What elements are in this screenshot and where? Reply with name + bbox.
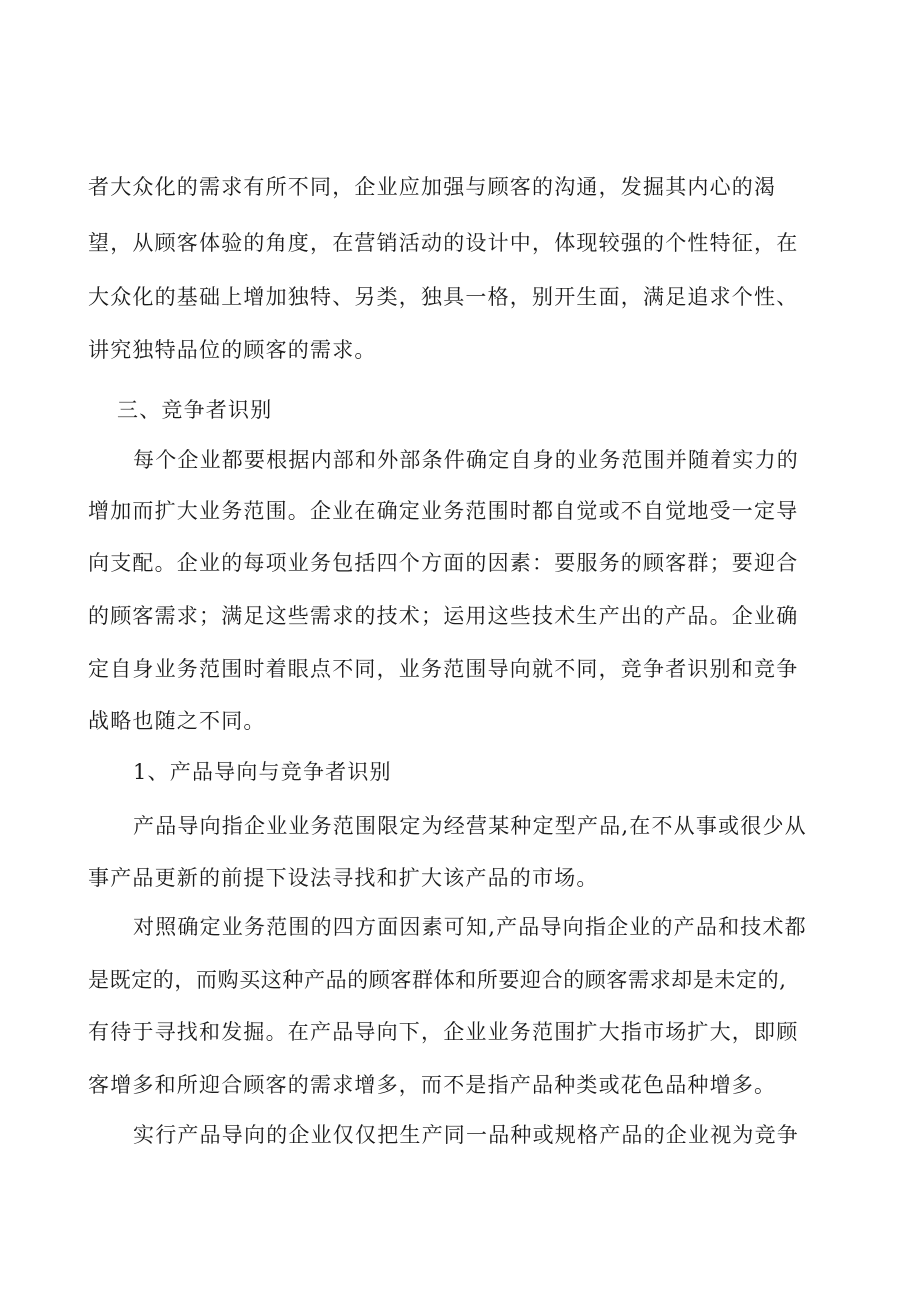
text-line: 每个企业都要根据内部和外部条件确定自身的业务范围并随着实力的 (133, 448, 799, 472)
text-line: 定自身业务范围时着眼点不同，业务范围导向就不同，竞争者识别和竞争 (88, 657, 799, 681)
text-line: 的顾客需求；满足这些需求的技术；运用这些技术生产出的产品。企业确 (88, 604, 799, 628)
text-line: 讲究独特品位的顾客的需求。 (88, 338, 377, 362)
text-line: 向支配。企业的每项业务包括四个方面的因素：要服务的顾客群；要迎合 (88, 551, 799, 575)
section-heading: 三、竞争者识别 (117, 398, 273, 422)
text-line: 战略也随之不同。 (88, 709, 266, 733)
text-line: 对照确定业务范围的四方面因素可知,产品导向指企业的产品和技术都 (133, 915, 807, 939)
text-line: 事产品更新的前提下设法寻找和扩大该产品的市场。 (88, 866, 599, 890)
text-line: 望，从顾客体验的角度，在营销活动的设计中，体现较强的个性特征，在 (88, 231, 799, 255)
text-line: 客增多和所迎合顾客的需求增多，而不是指产品种类或花色品种增多。 (88, 1073, 777, 1097)
text-line: 是既定的，而购买这种产品的顾客群体和所要迎合的顾客需求却是未定的, (88, 968, 787, 992)
text-line: 增加而扩大业务范围。企业在确定业务范围时都自觉或不自觉地受一定导 (88, 499, 799, 523)
text-line: 大众化的基础上增加独特、另类，独具一格，别开生面，满足追求个性、 (88, 285, 799, 309)
text-line: 有待于寻找和发掘。在产品导向下，企业业务范围扩大指市场扩大，即顾 (88, 1020, 799, 1044)
text-line: 实行产品导向的企业仅仅把生产同一品种或规格产品的企业视为竞争 (133, 1123, 799, 1147)
subsection-heading: 1、产品导向与竞争者识别 (133, 760, 392, 784)
text-line: 者大众化的需求有所不同，企业应加强与顾客的沟通，发掘其内心的渴 (88, 175, 777, 199)
text-line: 产品导向指企业业务范围限定为经营某种定型产品,在不从事或很少从 (133, 814, 807, 838)
